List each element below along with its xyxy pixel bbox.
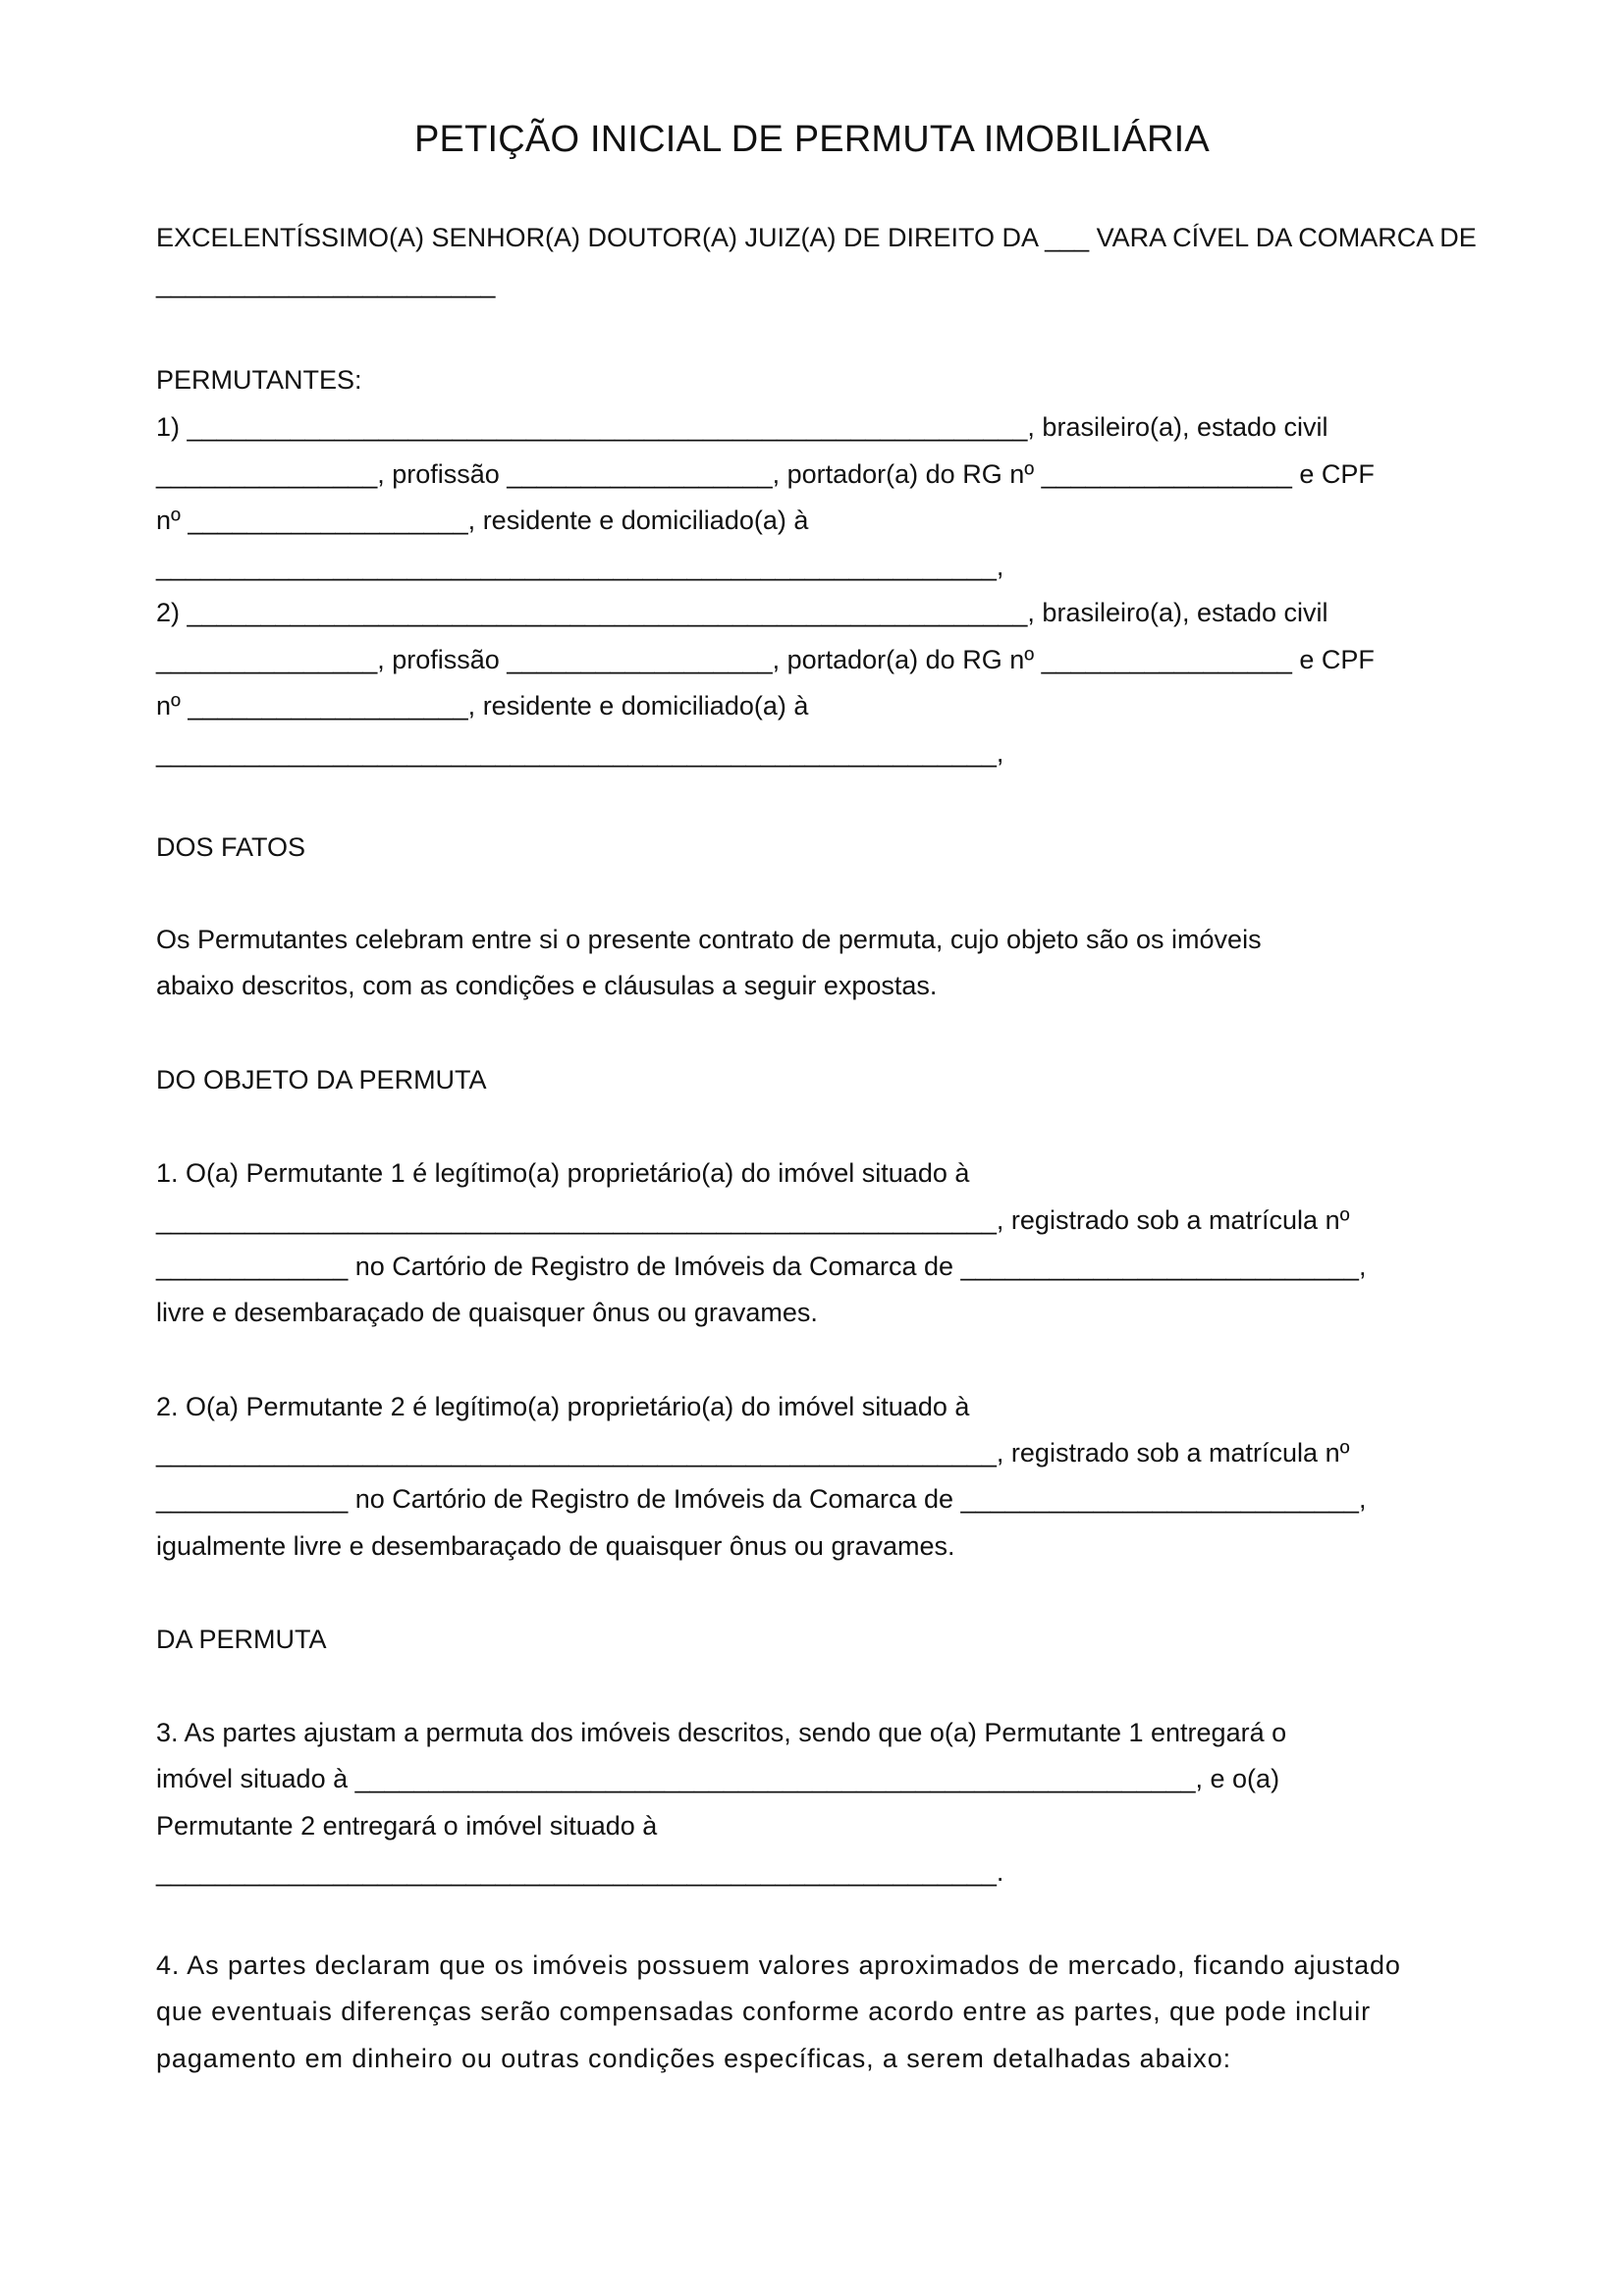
document-title: PETIÇÃO INICIAL DE PERMUTA IMOBILIÁRIA [414,119,1210,160]
objeto-heading: DO OBJETO DA PERMUTA [156,1065,487,1095]
permuta-heading: DA PERMUTA [156,1625,327,1654]
permutante-1-line: nº ___________________, residente e domiciliado(a) à [156,506,809,535]
permutante-1-line: _______________, profissão __________________, portador(a) do RG nº _________________ e CPF [156,459,1375,489]
clause-2-line: _________________________________________________________, registrado sob a matrícula nº [156,1438,1350,1468]
court-address-line: EXCELENTÍSSIMO(A) SENHOR(A) DOUTOR(A) JUIZ(A) DE DIREITO DA ___ VARA CÍVEL DA COMARCA DE [156,223,1477,252]
clause-2-line: igualmente livre e desembaraçado de quaisquer ônus ou gravames. [156,1531,955,1561]
permutante-2-line: _______________, profissão __________________, portador(a) do RG nº _________________ e CPF [156,645,1375,674]
permutantes-heading: PERMUTANTES: [156,365,362,395]
clause-4-line: pagamento em dinheiro ou outras condições específicas, a serem detalhadas abaixo: [156,2044,1232,2073]
clause-3-line: _________________________________________________________. [156,1857,1004,1887]
fatos-paragraph-line: abaixo descritos, com as condições e cláusulas a seguir expostas. [156,971,938,1000]
clause-3-line: imóvel situado à _________________________________________________________, e o(a) [156,1764,1280,1793]
permutante-1-line: 1) _________________________________________________________, brasileiro(a), estado civil [156,412,1328,442]
fatos-paragraph-line: Os Permutantes celebram entre si o presente contrato de permuta, cujo objeto são os imóveis [156,925,1262,954]
permutante-2-line: nº ___________________, residente e domiciliado(a) à [156,691,809,721]
permutante-1-line: _________________________________________________________, [156,552,1004,581]
clause-3-line: 3. As partes ajustam a permuta dos imóveis descritos, sendo que o(a) Permutante 1 entregará o [156,1718,1287,1747]
clause-1-line: _____________ no Cartório de Registro de Imóveis da Comarca de ___________________________, [156,1252,1367,1281]
clause-4-line: que eventuais diferenças serão compensadas conforme acordo entre as partes, que pode incluir [156,1997,1371,2026]
clause-1-line: _________________________________________________________, registrado sob a matrícula nº [156,1205,1350,1235]
clause-1-line: livre e desembaraçado de quaisquer ônus ou gravames. [156,1298,818,1327]
fatos-heading: DOS FATOS [156,832,306,862]
clause-4-line: 4. As partes declaram que os imóveis possuem valores aproximados de mercado, ficando ajustado [156,1950,1401,1980]
permutante-2-line: _________________________________________________________, [156,738,1004,768]
clause-1-line: 1. O(a) Permutante 1 é legítimo(a) proprietário(a) do imóvel situado à [156,1158,970,1188]
clause-3-line: Permutante 2 entregará o imóvel situado à [156,1811,658,1841]
comarca-blank-line: _______________________ [156,269,496,298]
clause-2-line: _____________ no Cartório de Registro de Imóveis da Comarca de ___________________________, [156,1484,1367,1514]
clause-2-line: 2. O(a) Permutante 2 é legítimo(a) proprietário(a) do imóvel situado à [156,1392,970,1421]
permutante-2-line: 2) _________________________________________________________, brasileiro(a), estado civil [156,598,1328,627]
